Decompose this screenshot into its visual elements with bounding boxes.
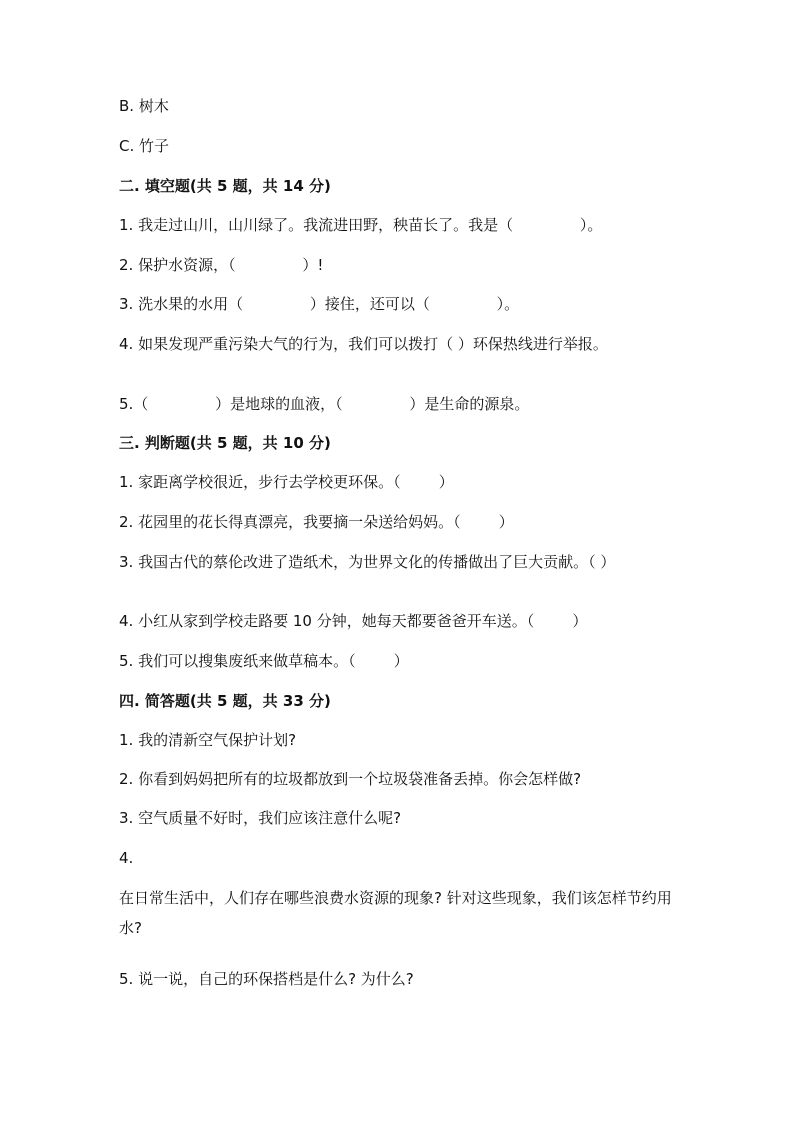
section-4-title: 四. 简答题(共 5 题，共 33 分) [119, 692, 331, 710]
short-answer-question-4-number: 4. [119, 849, 134, 867]
short-answer-question-3: 3. 空气质量不好时，我们应该注意什么呢? [119, 809, 402, 827]
judge-question-5: 5. 我们可以搜集废纸来做草稿本。（ ） [119, 652, 409, 670]
judge-question-3: 3. 我国古代的蔡伦改进了造纸术，为世界文化的传播做出了巨大贡献。（ ） [119, 553, 616, 571]
judge-question-1: 1. 家距离学校很近，步行去学校更环保。（ ） [119, 473, 454, 491]
section-3-title: 三. 判断题(共 5 题，共 10 分) [119, 434, 331, 452]
section-2-title: 二. 填空题(共 5 题，共 14 分) [119, 177, 331, 195]
fill-question-4: 4. 如果发现严重污染大气的行为，我们可以拨打（ ）环保热线进行举报。 [119, 335, 608, 353]
fill-question-3: 3. 洗水果的水用（ ）接住，还可以（ ）。 [119, 295, 520, 313]
option-c: C. 竹子 [119, 137, 170, 155]
fill-question-2: 2. 保护水资源，（ ）! [119, 256, 324, 274]
short-answer-question-2: 2. 你看到妈妈把所有的垃圾都放到一个垃圾袋准备丢掉。你会怎样做? [119, 770, 582, 788]
judge-question-4: 4. 小红从家到学校走路要 10 分钟，她每天都要爸爸开车送。（ ） [119, 612, 588, 630]
short-answer-question-5: 5. 说一说，自己的环保搭档是什么? 为什么? [119, 970, 414, 988]
short-answer-question-1: 1. 我的清新空气保护计划? [119, 731, 297, 749]
fill-question-5: 5.（ ）是地球的血液，（ ）是生命的源泉。 [119, 395, 530, 413]
option-b: B. 树木 [119, 97, 169, 115]
fill-question-1: 1. 我走过山川，山川绿了。我流进田野，秧苗长了。我是（ ）。 [119, 216, 603, 234]
judge-question-2: 2. 花园里的花长得真漂亮，我要摘一朵送给妈妈。（ ） [119, 513, 514, 531]
short-answer-question-4-text: 在日常生活中，人们存在哪些浪费水资源的现象? 针对这些现象，我们该怎样节约用水? [119, 889, 672, 937]
